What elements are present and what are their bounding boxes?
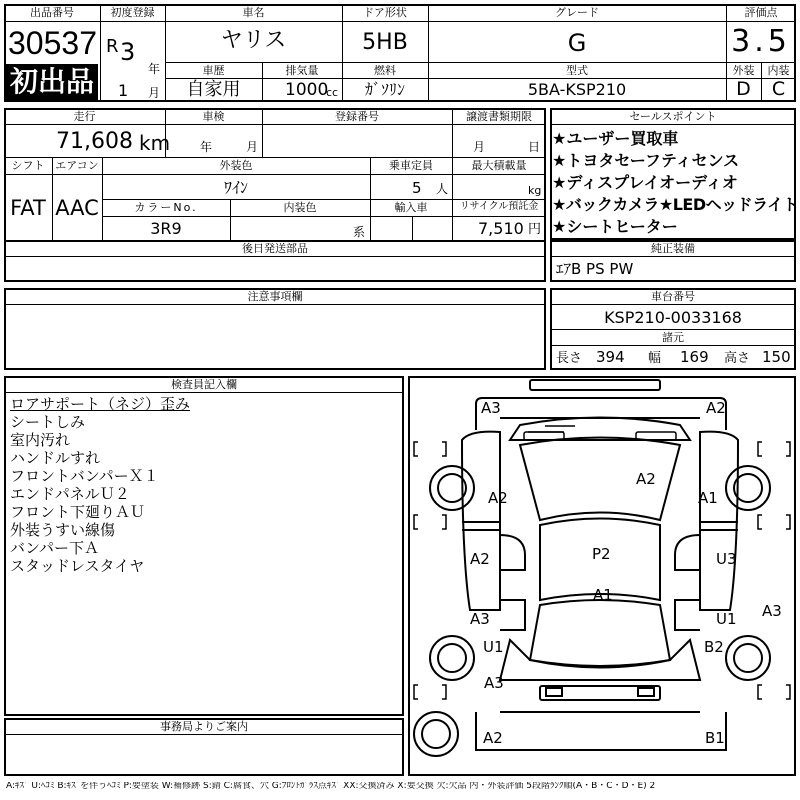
model-label: 型式 xyxy=(566,64,588,77)
ext-label: 外装 xyxy=(732,64,755,77)
history-value: 自家用 xyxy=(186,79,241,100)
era: R xyxy=(106,36,119,57)
damage-mark: B2 xyxy=(704,638,724,656)
disp-value: 1000 xyxy=(285,80,329,100)
inspector-note-6: エンドパネルＵ２ xyxy=(10,485,130,503)
color-no-value: 3R9 xyxy=(150,219,182,238)
damage-mark: A3 xyxy=(484,674,504,692)
int-value: C xyxy=(771,78,786,100)
chassis-value: KSP210-0033168 xyxy=(604,308,742,327)
damage-mark: U1 xyxy=(716,610,737,628)
inspection-year-unit: 年 xyxy=(200,140,213,154)
office-label: 事務局よりご案内 xyxy=(160,720,248,733)
transfer-day-unit: 日 xyxy=(528,140,541,154)
sales-point-3: ★ディスプレイオーディオ xyxy=(552,173,738,192)
recycle-value: 7,510 xyxy=(478,219,524,238)
reg-label: 初度登録 xyxy=(110,6,155,19)
reg-year: 3 xyxy=(120,38,136,66)
sales-point-2: ★トヨタセーフティセンス xyxy=(552,151,740,170)
sales-points-label: セールスポイント xyxy=(629,110,717,123)
history-label: 車歴 xyxy=(202,64,225,77)
load-unit: kg xyxy=(528,184,542,197)
inspector-note-1: ロアサポート（ネジ）歪み xyxy=(10,395,191,413)
mileage-unit: km xyxy=(139,131,171,155)
inspector-note-7: フロント下廻りＡＵ xyxy=(10,503,146,521)
year-unit: 年 xyxy=(148,62,161,76)
damage-mark: A1 xyxy=(593,586,613,604)
damage-mark: A3 xyxy=(470,610,490,628)
shift-value: FAT xyxy=(10,196,46,220)
damage-mark: A1 xyxy=(698,489,718,507)
width-label: 幅 xyxy=(648,351,662,366)
inspector-note-10: スタッドレスタイヤ xyxy=(10,557,145,575)
height-label: 高さ xyxy=(724,351,751,366)
month-unit: 月 xyxy=(148,86,161,100)
height-value: 150 xyxy=(762,348,791,366)
reg-month: 1 xyxy=(118,81,129,100)
damage-mark: A2 xyxy=(636,470,656,488)
mileage-value: 71,608 xyxy=(56,129,133,154)
notes-label: 注意事項欄 xyxy=(247,290,303,303)
door-label: ドア形状 xyxy=(363,6,407,19)
int-label: 内装 xyxy=(767,64,790,77)
transfer-month-unit: 月 xyxy=(473,140,486,154)
inspection-month-unit: 月 xyxy=(246,140,259,154)
damage-mark: U1 xyxy=(483,638,504,656)
plate-label: 登録番号 xyxy=(335,110,379,123)
legend: A:ｷｽﾞ U:ﾍｺﾐ B:ｷｽﾞを伴うﾍｺﾐ P:要塗装 W:補修跡 S:錆 C:腐食、穴 G:ﾌﾛﾝﾄｶﾞﾗｽ点ｷｽﾞ XX:交換済み X:要交換 欠:欠品 内・外装評価 5段階ﾗﾝｸ順(A・B・C・D・E) 2 xyxy=(6,782,656,791)
name-label: 車名 xyxy=(242,6,265,19)
disp-label: 排気量 xyxy=(285,64,319,77)
width-value: 169 xyxy=(680,348,709,366)
inspector-label: 検査員記入欄 xyxy=(171,378,237,391)
fuel-value: ｶﾞｿﾘﾝ xyxy=(364,80,405,99)
sales-point-4: ★バックカメラ★LEDヘッドライト xyxy=(552,195,799,214)
chassis-label: 車台番号 xyxy=(651,290,695,303)
load-label: 最大積載量 xyxy=(471,159,527,172)
car-name: ヤリス xyxy=(220,28,287,53)
recycle-label: リサイクル預託金 xyxy=(459,201,539,212)
damage-mark: A2 xyxy=(488,489,508,507)
seats-label: 乗車定員 xyxy=(389,159,433,172)
lot-number: 30537 xyxy=(8,25,97,61)
score-value: 3.5 xyxy=(731,24,791,59)
transfer-label: 譲渡書類期限 xyxy=(466,110,532,123)
damage-mark: A3 xyxy=(762,602,782,620)
score-label: 評価点 xyxy=(744,6,778,19)
disp-unit: cc xyxy=(326,86,339,99)
ext-value: D xyxy=(736,78,751,100)
damage-mark: U3 xyxy=(716,550,737,568)
equipment-label: 純正装備 xyxy=(651,242,695,255)
length-label: 長さ xyxy=(556,351,583,366)
inspector-note-2: シートしみ xyxy=(10,413,86,431)
length-value: 394 xyxy=(596,348,625,366)
ext-color-value: ﾜｲﾝ xyxy=(223,178,248,197)
damage-mark: A2 xyxy=(470,550,490,568)
grade-label: グレード xyxy=(555,6,599,19)
inspection-label: 車検 xyxy=(202,110,225,123)
inspector-note-4: ハンドルすれ xyxy=(10,449,101,467)
import-label: 輸入車 xyxy=(394,201,428,214)
ext-color-label: 外装色 xyxy=(219,159,253,172)
int-color-unit: 系 xyxy=(353,225,366,239)
later-parts-label: 後日発送部品 xyxy=(242,242,308,255)
model-value: 5BA-KSP210 xyxy=(527,80,627,99)
equipment-value: ｴｱB PS PW xyxy=(556,260,634,278)
damage-mark: B1 xyxy=(705,729,725,747)
ac-value: AAC xyxy=(55,196,99,220)
damage-mark: A2 xyxy=(706,399,726,417)
sales-point-1: ★ユーザー買取車 xyxy=(552,129,679,148)
seats-value: 5 xyxy=(412,179,422,197)
damage-mark: A3 xyxy=(481,399,501,417)
car-diagram xyxy=(408,376,796,776)
seats-unit: 人 xyxy=(436,182,449,196)
sales-point-5: ★シートヒーター xyxy=(552,217,678,236)
first-listing-badge: 初出品 xyxy=(6,64,98,100)
mileage-label: 走行 xyxy=(73,110,96,123)
recycle-unit: 円 xyxy=(528,222,542,237)
int-color-label: 内装色 xyxy=(283,201,317,214)
ac-label: エアコン xyxy=(55,159,99,172)
fuel-label: 燃料 xyxy=(374,64,396,77)
door-value: 5HB xyxy=(362,30,408,55)
inspector-note-5: フロントバンパーＸ１ xyxy=(10,467,159,485)
shift-label: シフト xyxy=(11,159,45,172)
inspector-note-8: 外装うすい線傷 xyxy=(10,521,116,539)
lot-label: 出品番号 xyxy=(30,6,74,19)
damage-mark: P2 xyxy=(592,545,611,563)
inspector-note-9: バンパー下Ａ xyxy=(10,539,99,557)
grade-value: G xyxy=(567,29,587,57)
color-no-label: カラーNo. xyxy=(134,201,198,214)
dims-label: 諸元 xyxy=(662,331,684,344)
damage-mark: A2 xyxy=(483,729,503,747)
inspector-note-3: 室内汚れ xyxy=(10,431,71,449)
